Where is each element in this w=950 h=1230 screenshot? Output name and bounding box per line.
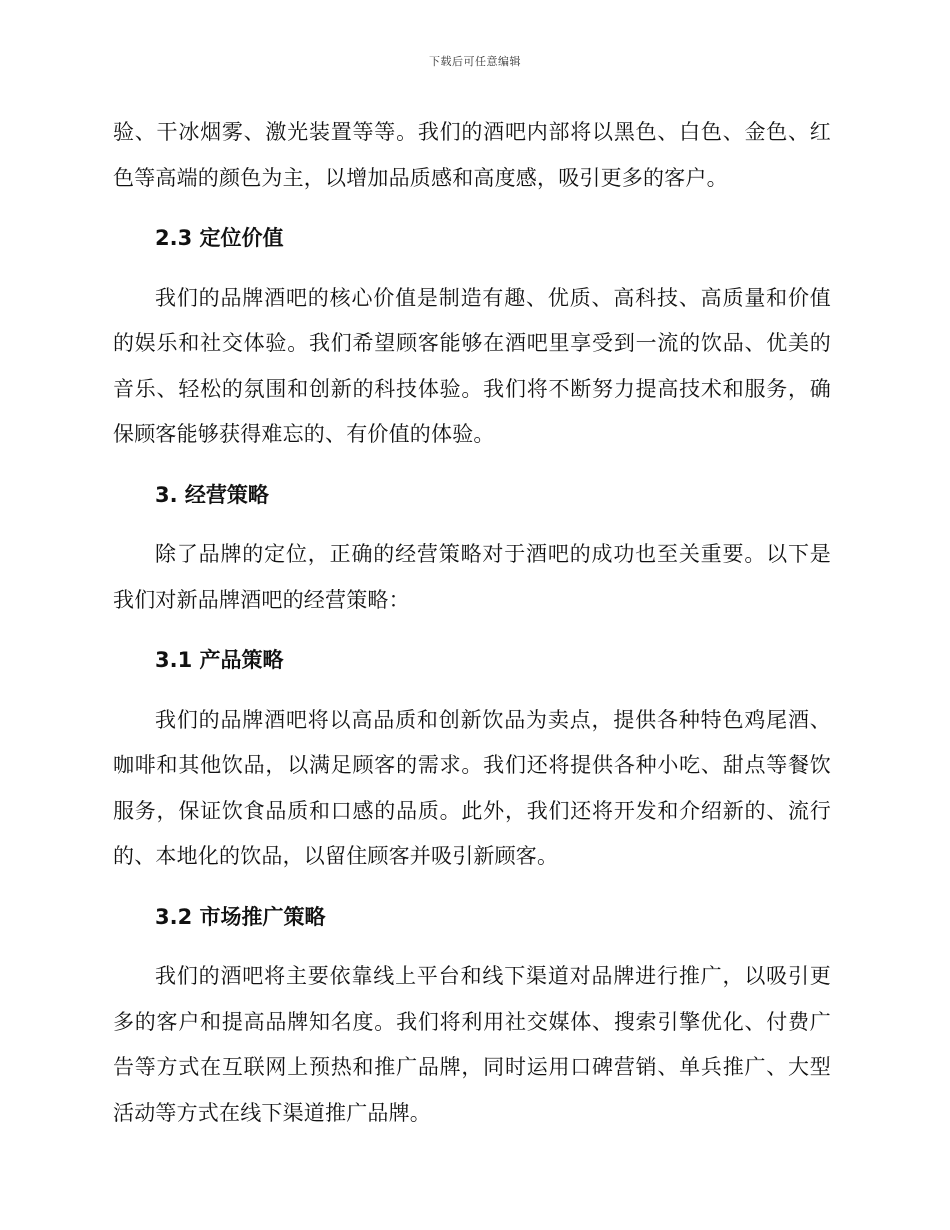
section-heading-3-1: 3.1 产品策略 [155, 648, 284, 672]
paragraph-continuation: 验、干冰烟雾、激光装置等等。我们的酒吧内部将以黑色、白色、金色、红色等高端的颜色为主，以增加品质感和高度感，吸引更多的客户。 [113, 120, 831, 190]
paragraph-product-strategy: 我们的品牌酒吧将以高品质和创新饮品为卖点，提供各种特色鸡尾酒、咖啡和其他饮品，以满足顾客的需求。我们还将提供各种小吃、甜点等餐饮服务，保证饮食品质和口感的品质。此外，我们还将开发和介绍新的、流行的、本地化的饮品，以留住顾客并吸引新顾客。 [113, 707, 831, 868]
paragraph-business-strategy: 除了品牌的定位，正确的经营策略对于酒吧的成功也至关重要。以下是我们对新品牌酒吧的经营策略： [113, 542, 831, 612]
section-heading-3: 3. 经营策略 [155, 482, 269, 507]
paragraph-marketing-strategy: 我们的酒吧将主要依靠线上平台和线下渠道对品牌进行推广，以吸引更多的客户和提高品牌知名度。我们将利用社交媒体、搜索引擎优化、付费广告等方式在互联网上预热和推广品牌，同时运用口碑营销、单兵推广、大型活动等方式在线下渠道推广品牌。 [113, 964, 831, 1125]
paragraph-positioning-value: 我们的品牌酒吧的核心价值是制造有趣、优质、高科技、高质量和价值的娱乐和社交体验。我们希望顾客能够在酒吧里享受到一流的饮品、优美的音乐、轻松的氛围和创新的科技体验。我们将不断努力提高技术和服务，确保顾客能够获得难忘的、有价值的体验。 [113, 285, 831, 446]
section-heading-3-2: 3.2 市场推广策略 [155, 904, 326, 929]
document-body [113, 110, 831, 1136]
page-header: 下载后可任意编辑 [429, 55, 521, 68]
section-heading-2-3: 2.3 定位价值 [155, 226, 284, 250]
